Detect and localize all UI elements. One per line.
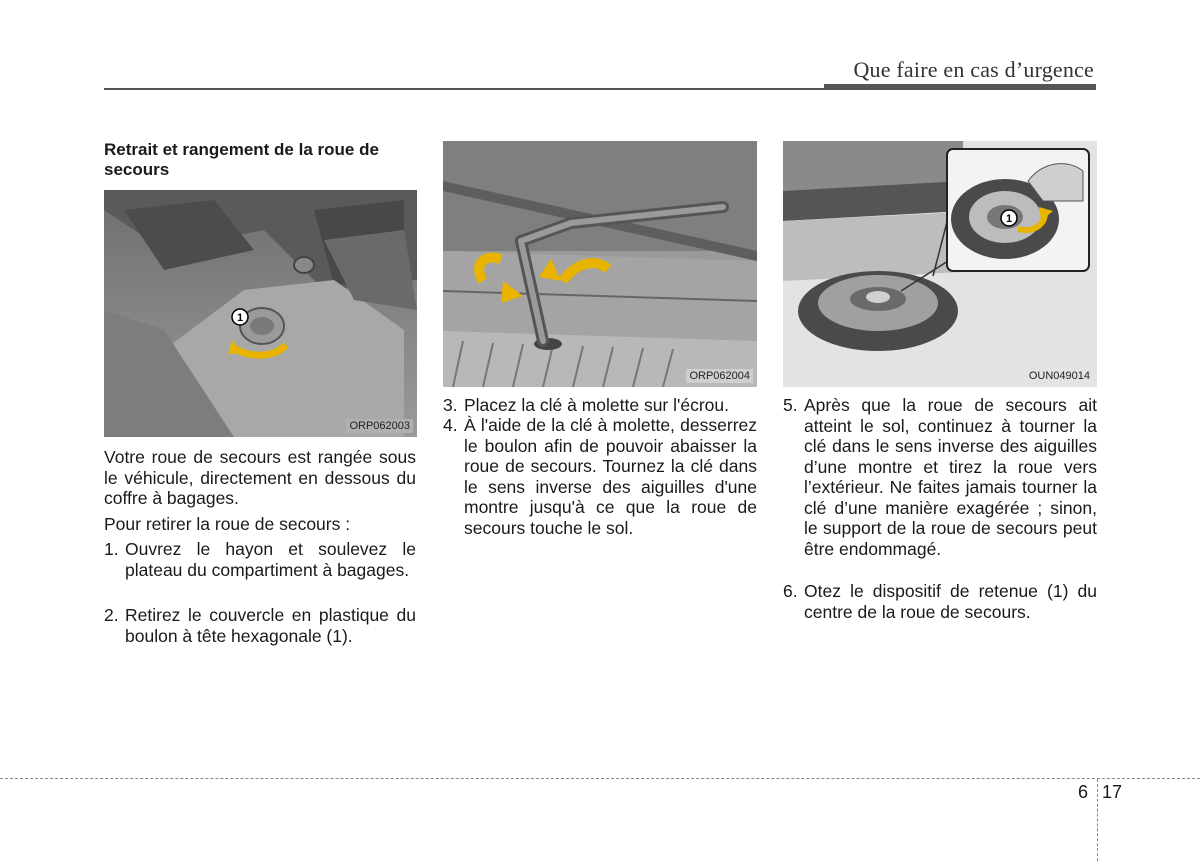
- figure-wrench: [443, 141, 757, 387]
- step-text: Retirez le couvercle en plastique du boulon à tête hexagonale (1).: [125, 605, 416, 646]
- callout-number: 1: [236, 312, 244, 324]
- chapter-number: 6: [1078, 782, 1089, 802]
- step-text: Placez la clé à molette sur l'écrou.: [464, 395, 729, 415]
- header-rule-accent: [824, 84, 1096, 90]
- footer-dashed-divider: [1097, 779, 1098, 861]
- step-text: À l'aide de la clé à molette, desserrez le boulon afin de pouvoir abaisser la roue de secours. Tournez la clé dans le sens inverse des aiguilles d'une montre jusqu'à ce que la roue de secours touche le sol.: [464, 415, 757, 538]
- page-number: 17: [1102, 782, 1123, 802]
- step-text: Otez le dispositif de retenue (1) du centre de la roue de secours.: [804, 581, 1097, 622]
- page-header-title: Que faire en cas d’urgence: [853, 57, 1094, 82]
- figure-spare-wheel: [783, 141, 1097, 387]
- step-number: 3.: [443, 395, 458, 415]
- callout-number: 1: [1005, 213, 1013, 225]
- wrench-illustration: [443, 141, 757, 387]
- step-text: Ouvrez le hayon et soulevez le plateau du compartiment à bagages.: [125, 539, 416, 580]
- step-number: 4.: [443, 415, 458, 435]
- trunk-bolt-illustration: [104, 190, 417, 437]
- figure-trunk-bolt: [104, 190, 417, 437]
- step-item: [104, 539, 416, 580]
- step-text: Après que la roue de secours ait atteint le sol, continuez à tourner la clé dans le sens inverse des aiguilles d’une montre et tirez la roue vers l’extérieur. Ne faites jamais tourner la clé d’une manière exagérée ; sinon, le support de la roue de secours peut être endommagé.: [804, 395, 1097, 559]
- step-item: [783, 581, 1097, 622]
- step-number: 5.: [783, 395, 798, 415]
- section-heading: Retrait et rangement de la roue de secours: [104, 140, 379, 179]
- figure-code: OUN049014: [1026, 369, 1093, 383]
- step-number: 2.: [104, 605, 119, 625]
- step-number: 6.: [783, 581, 798, 601]
- step-number: 1.: [104, 539, 119, 559]
- step-item: [443, 395, 757, 416]
- intro-paragraph: Votre roue de secours est rangée sous le véhicule, directement en dessous du coffre à bagages.: [104, 447, 416, 508]
- step-item: [104, 605, 416, 646]
- lead-paragraph: Pour retirer la roue de secours :: [104, 514, 351, 534]
- footer-dashed-rule: [0, 778, 1200, 779]
- step-item: [783, 395, 1097, 559]
- step-item: [443, 415, 757, 538]
- figure-code: ORP062004: [686, 369, 753, 383]
- spare-wheel-illustration: [783, 141, 1097, 387]
- figure-code: ORP062003: [346, 419, 413, 433]
